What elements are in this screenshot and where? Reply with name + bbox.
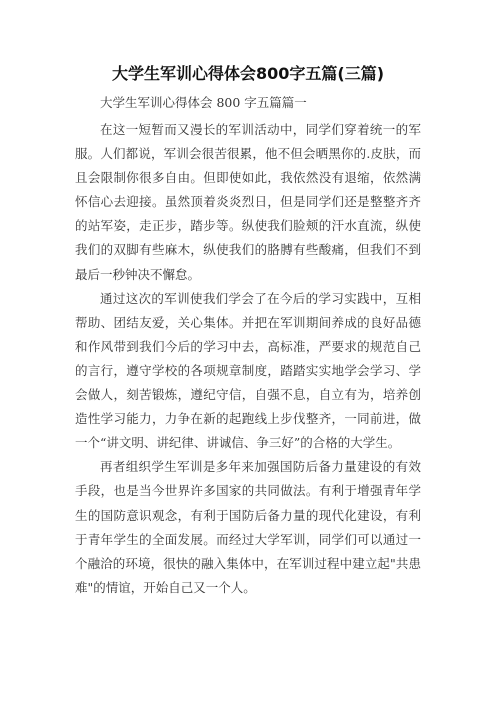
body-paragraph: 通过这次的军训使我们学会了在今后的学习实践中，互相帮助、团结友爱，关心集体。并把在军训期间养成的良好品德和作风带到我们今后的学习中去，高标准，严要求的规范自己的言行，遵守学校的各项规章制度，踏踏实实地学会学习、学会做人，刻苦锻炼，遵纪守信，自强不息，自立有为，培养创造性学习能力，力争在新的起跑线上步伐整齐，一同前进，做一个“讲文明、讲纪律、讲诚信、争三好”的合格的大学生。 — [75, 290, 421, 451]
body-paragraph: 再者组织学生军训是多年来加强国防后备力量建设的有效手段，也是当今世界许多国家的共同做法。有利于增强青年学生的国防意识观念，有利于国防后备力量的现代化建设，有利于青年学生的全面发展。而经过大学军训，同学们可以通过一个融洽的环境，很快的融入集体中，在军训过程中建立起"共患难"的情谊，开始自己又一个人。 — [75, 459, 421, 595]
body-paragraph: 在这一短暂而又漫长的军训活动中，同学们穿着统一的军服。人们都说，军训会很苦很累，他不但会晒黑你的.皮肤，而且会限制你很多自由。但即使如此，我依然没有退缩，依然满怀信心去迎接。虽然顶着炎炎烈日，但是同学们还是整整齐齐的站军姿，走正步，踏步等。纵使我们脸颊的汗水直流，纵使我们的双脚有些麻木，纵使我们的胳膊有些酸痛，但我们不到最后一秒钟决不懈怠。 — [75, 122, 421, 282]
document-subtitle: 大学生军训心得体会 800 字五篇篇一 — [100, 95, 307, 110]
document-title: 大学生军训心得体会800字五篇(三篇) — [111, 64, 385, 83]
document-body — [75, 118, 421, 600]
